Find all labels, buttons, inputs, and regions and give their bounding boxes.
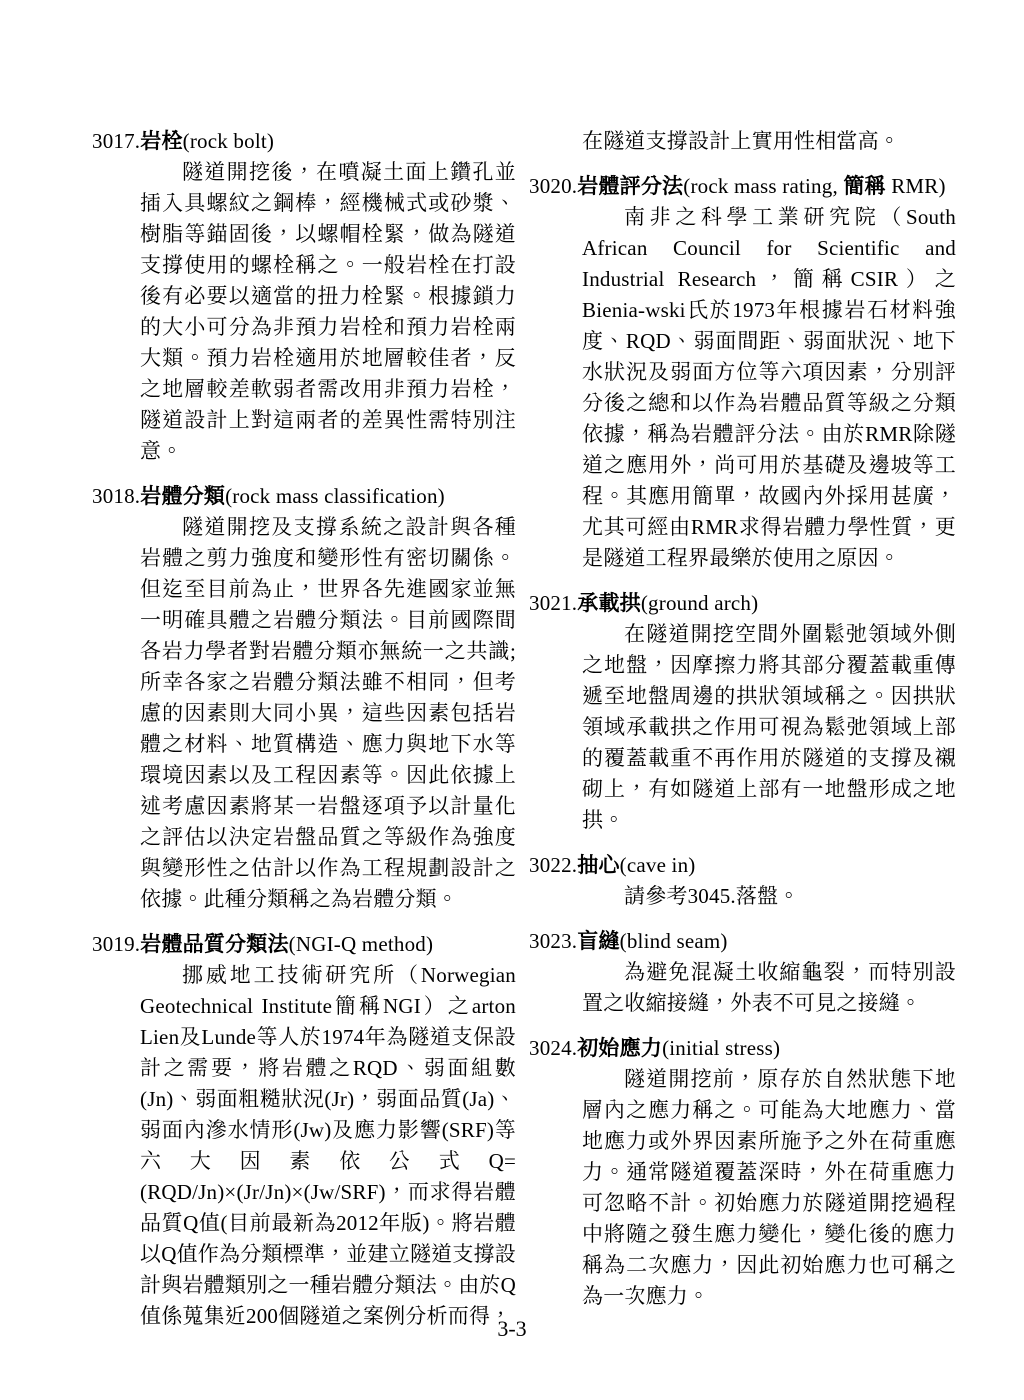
entry-header (92, 126, 516, 157)
entry-header (529, 926, 957, 957)
entry-term: 岩體品質分類法 (140, 932, 289, 956)
entry-term: 岩體分類 (140, 484, 226, 508)
entry-number: 3020. (529, 174, 578, 198)
entry-english: (NGI-Q method) (288, 932, 434, 956)
page-number: 3-3 (497, 1316, 527, 1341)
entry-english: (blind seam) (619, 929, 728, 953)
entry-body: 請參考3045.落盤。 (624, 884, 800, 908)
entry-body: 為避免混凝土收縮龜裂，而特別設置之收縮接縫，外表不可見之接縫。 (582, 960, 956, 1015)
entry-body: 隧道開挖及支撐系統之設計與各種岩體之剪力強度和變形性有密切關係。但迄至目前為止，世界各先進國家並無一明確具體之岩體分類法。目前國際間各岩力學者對岩體分類亦無統一之共識;所幸各家之岩體分類法雖不相同，但考慮的因素則大同小異，這些因素包括岩體之材料、地質構造、應力與地下水等環境因素以及工程因素等。因此依據上述考慮因素將某一岩盤逐項予以計量化之評估以決定岩盤品質之等級作為強度與變形性之估計以作為工程規劃設計之依據。此種分類稱之為岩體分類。 (140, 515, 516, 911)
entry-header (529, 171, 957, 202)
entry-english-bold: 簡稱 (843, 174, 886, 198)
entry-number: 3017. (92, 129, 141, 153)
entry-term: 初始應力 (577, 1036, 663, 1060)
entry-header (529, 850, 957, 881)
entry-term: 承載拱 (577, 591, 641, 615)
entry-3020 (529, 171, 957, 574)
entry-term: 盲縫 (577, 929, 620, 953)
entry-header (529, 1033, 957, 1064)
entry-english: (rock bolt) (182, 129, 275, 153)
entry-number: 3018. (92, 484, 141, 508)
entry-term: 岩體評分法 (577, 174, 684, 198)
entry-3023 (529, 926, 957, 1019)
entry-3017 (92, 126, 516, 467)
right-column (529, 126, 957, 1312)
entry-term: 岩栓 (140, 129, 183, 153)
entry-english-tail: RMR) (885, 174, 946, 198)
entry-3022 (529, 850, 957, 912)
entry-number: 3024. (529, 1036, 578, 1060)
entry-english: (cave in) (619, 853, 696, 877)
entry-header (92, 929, 516, 960)
entry-english: (rock mass classification) (225, 484, 445, 508)
entry-header (529, 588, 957, 619)
entry-number: 3019. (92, 932, 141, 956)
entry-3018 (92, 481, 516, 915)
entry-number: 3023. (529, 929, 578, 953)
entry-english: (rock mass rating, (683, 174, 844, 198)
left-column (92, 126, 516, 1332)
entry-body: 隧道開挖前，原存於自然狀態下地層內之應力稱之。可能為大地應力、當地應力或外界因素所施予之外在荷重應力。通常隧道覆蓋深時，外在荷重應力可忽略不計。初始應力於隧道開挖過程中將隨之發生應力變化，變化後的應力稱為二次應力，因此初始應力也可稱之為一次應力。 (582, 1067, 956, 1308)
paragraph-continuation-3019: 在隧道支撐設計上實用性相當高。 (582, 129, 900, 153)
entry-body: 南非之科學工業研究院（South African Council for Scientific and Industrial Research，簡稱CSIR）之Bienia-wski氏於1973年根據岩石材料強度、RQD、弱面間距、弱面狀況、地下水狀況及弱面方位等六項因素，分別評分後之總和以作為岩體品質等級之分類依據，稱為岩體評分法。由於RMR除隧道之應用外，尚可用於基礎及邊坡等工程。其應用簡單，故國內外採用甚廣，尤其可經由RMR求得岩體力學性質，更是隧道工程界最樂於使用之原因。 (582, 205, 956, 570)
entry-english: (ground arch) (640, 591, 759, 615)
entry-body: 挪威地工技術研究所（Norwegian Geotechnical Institute簡稱NGI）之arton Lien及Lunde等人於1974年為隧道支保設計之需要，將岩體之RQD、弱面組數(Jn)、弱面粗糙狀況(Jr)，弱面品質(Ja)、弱面內滲水情形(Jw)及應力影響(SRF)等六大因素依公式Q=(RQD/Jn)×(Jr/Jn)×(Jw/SRF)，而求得岩體品質Q值(目前最新為2012年版)。將岩體以Q值作為分類標準，並建立隧道支撐設計與岩體類別之一種岩體分類法。由於Q值係蒐集近200個隧道之案例分析而得， (140, 963, 516, 1328)
entry-number: 3021. (529, 591, 578, 615)
entry-english: (initial stress) (662, 1036, 781, 1060)
entry-body: 在隧道開挖空間外圍鬆弛領域外側之地盤，因摩擦力將其部分覆蓋載重傳遞至地盤周邊的拱狀領域稱之。因拱狀領域承載拱之作用可視為鬆弛領域上部的覆蓋載重不再作用於隧道的支撐及襯砌上，有如隧道上部有一地盤形成之地拱。 (582, 622, 956, 832)
entry-header (92, 481, 516, 512)
entry-3021 (529, 588, 957, 836)
entry-body: 隧道開挖後，在噴凝土面上鑽孔並插入具螺紋之鋼棒，經機械式或砂漿、樹脂等錨固後，以螺帽栓緊，做為隧道支撐使用的螺栓稱之。一般岩栓在打設後有必要以適當的扭力栓緊。根據鎖力的大小可分為非預力岩栓和預力岩栓兩大類。預力岩栓適用於地層較佳者，反之地層較差軟弱者需改用非預力岩栓，隧道設計上對這兩者的差異性需特別注意。 (140, 160, 516, 463)
entry-number: 3022. (529, 853, 578, 877)
entry-3019 (92, 929, 516, 1332)
entry-term: 抽心 (577, 853, 620, 877)
entry-3024 (529, 1033, 957, 1312)
